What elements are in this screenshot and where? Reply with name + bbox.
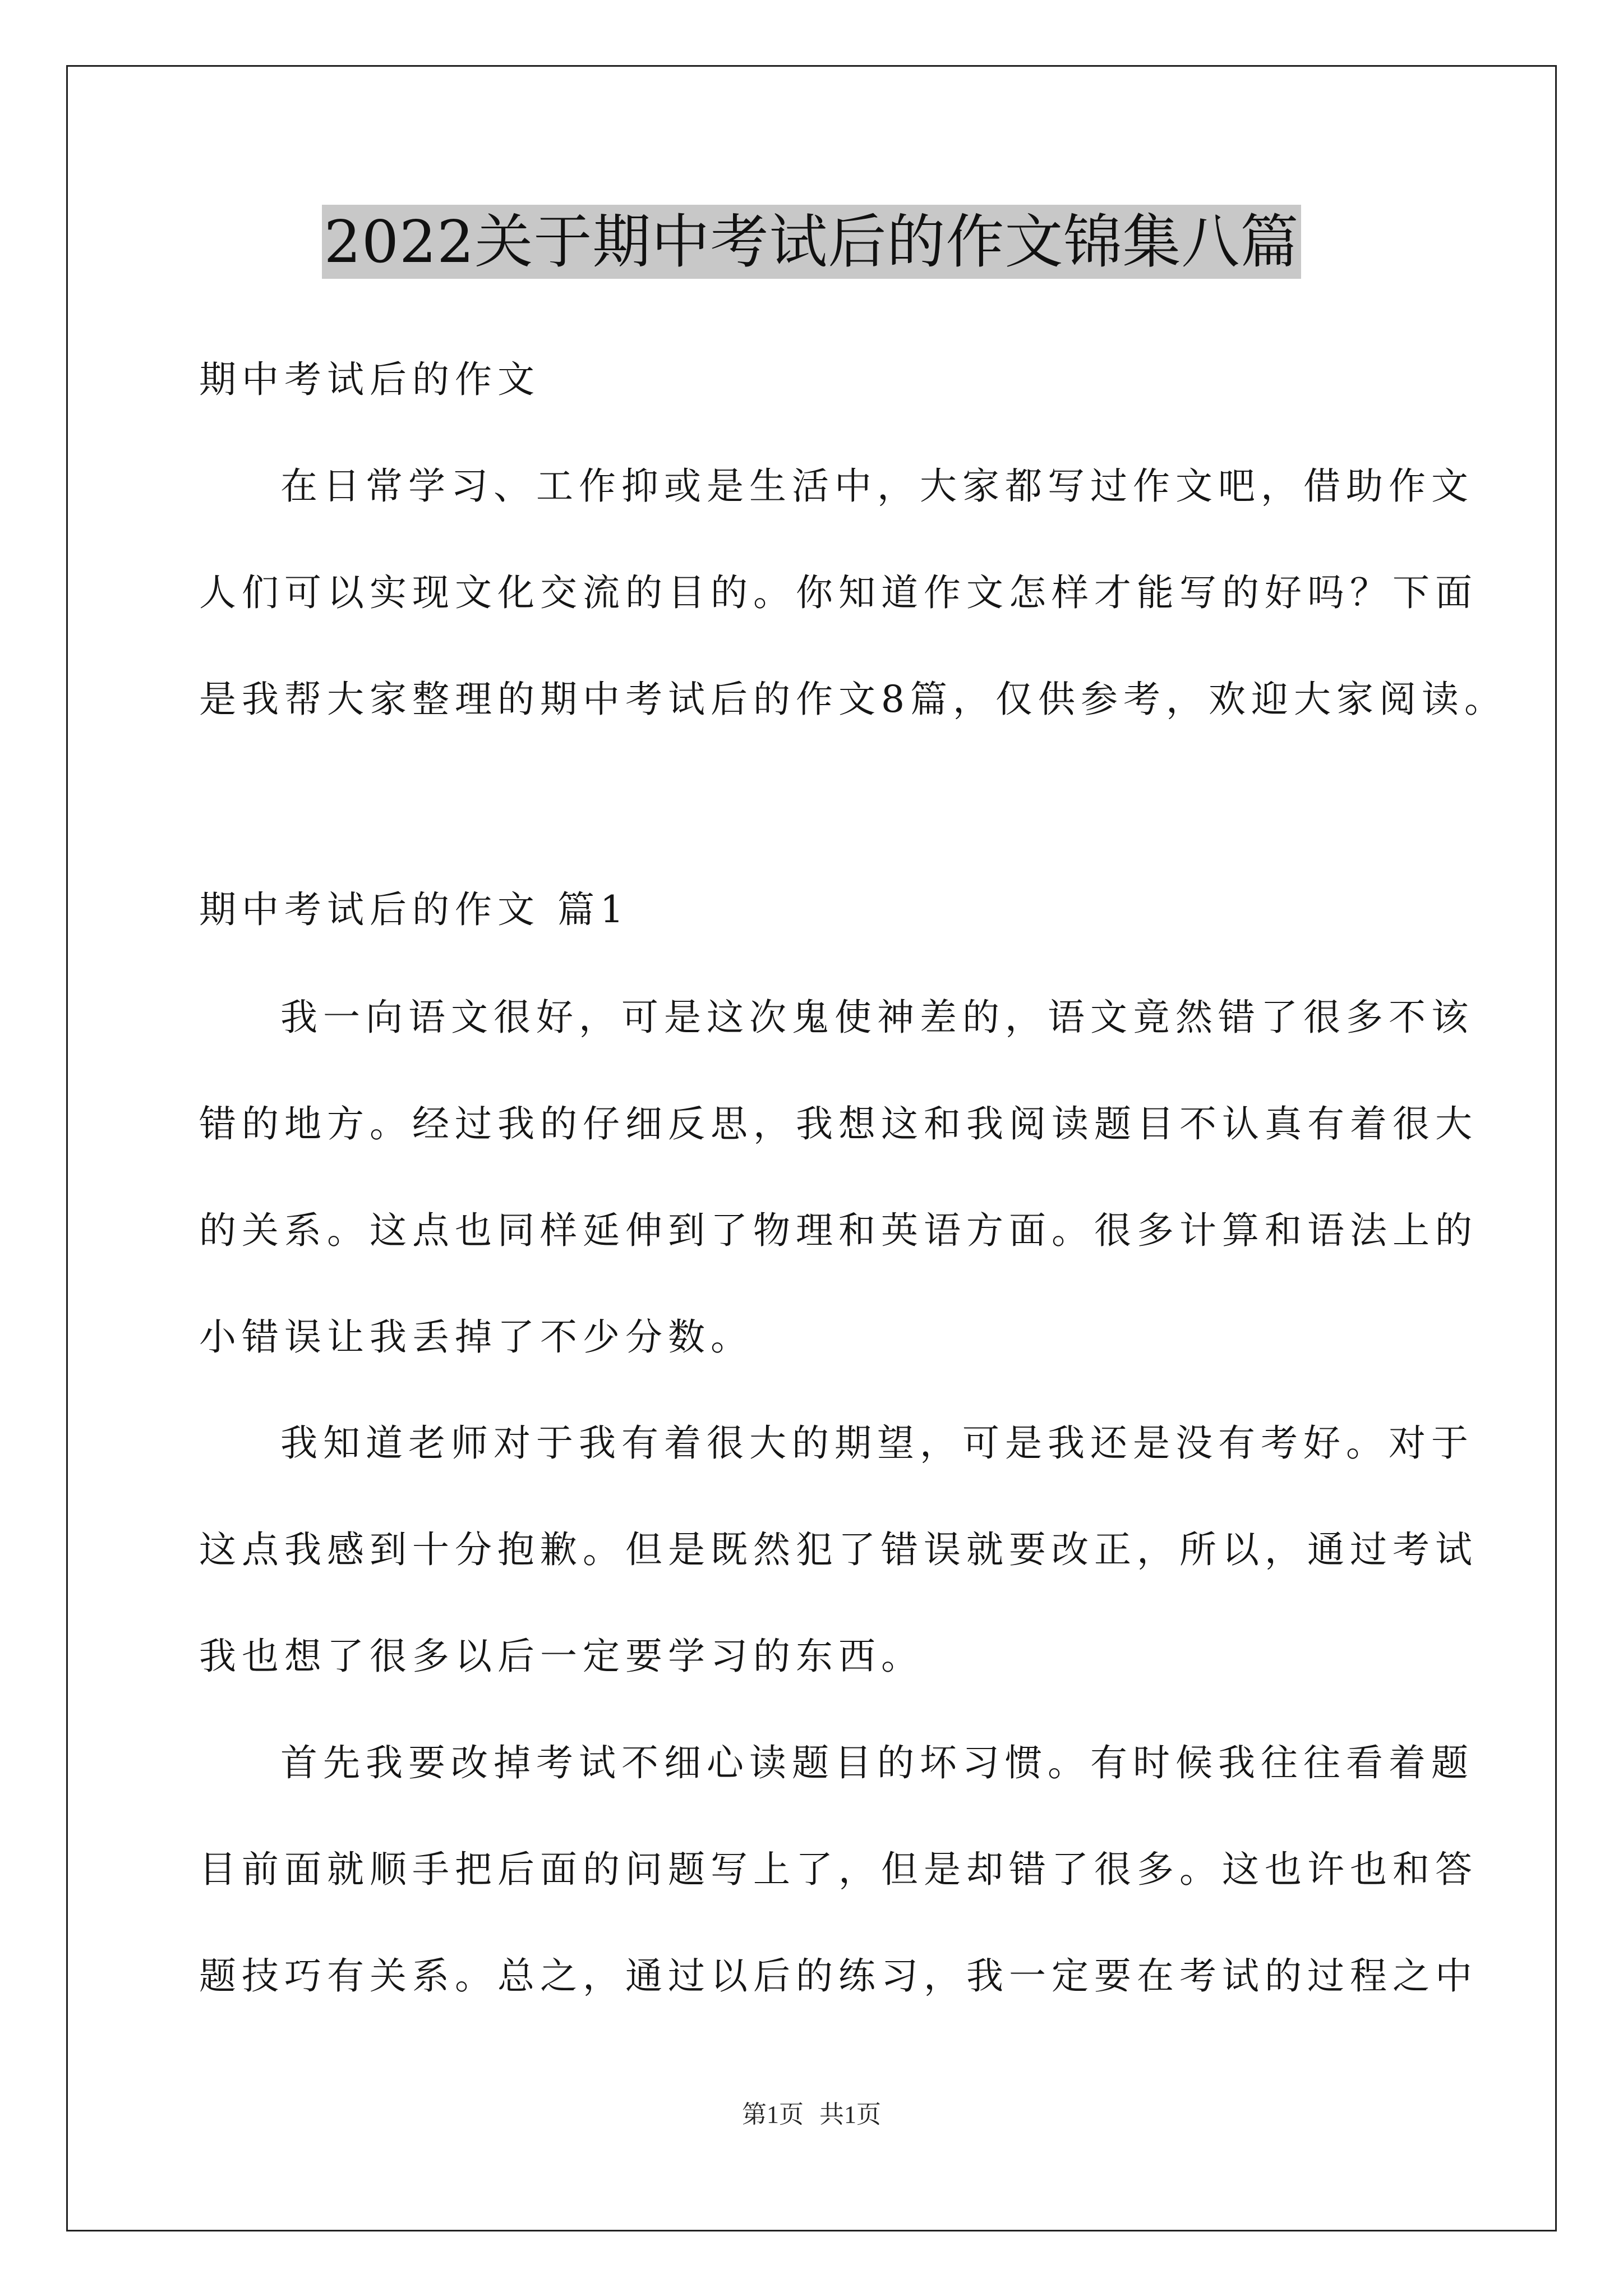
page-footer: [0, 2098, 1623, 2132]
paragraph-1-line: 小错误让我丢掉了不少分数。: [199, 1315, 753, 1359]
paragraph-3-line: 首先我要改掉考试不细心读题目的坏习惯。有时候我往往看着题: [280, 1741, 1474, 1784]
paragraph-1-line: 错的地方。经过我的仔细反思，我想这和我阅读题目不认真有着很大: [199, 1102, 1478, 1145]
title-container: [0, 205, 1623, 279]
page-number-total: 共1页: [819, 2101, 881, 2128]
intro-line: 在日常学习、工作抑或是生活中，大家都写过作文吧，借助作文: [280, 464, 1474, 508]
paragraph-2-line: 这点我感到十分抱歉。但是既然犯了错误就要改正，所以，通过考试: [199, 1528, 1478, 1571]
paragraph-1-line: 我一向语文很好，可是这次鬼使神差的，语文竟然错了很多不该: [280, 996, 1474, 1039]
section-heading-intro: 期中考试后的作文: [199, 358, 540, 401]
paragraph-1-line: 的关系。这点也同样延伸到了物理和英语方面。很多计算和语法上的: [199, 1209, 1478, 1252]
intro-line: 人们可以实现文化交流的目的。你知道作文怎样才能写的好吗？下面: [199, 571, 1478, 614]
paragraph-3-line: 题技巧有关系。总之，通过以后的练习，我一定要在考试的过程之中: [199, 1954, 1478, 1998]
document-title: 2022关于期中考试后的作文锦集八篇: [322, 205, 1302, 279]
paragraph-2-line: 我也想了很多以后一定要学习的东西。: [199, 1635, 924, 1678]
paragraph-2-line: 我知道老师对于我有着很大的期望，可是我还是没有考好。对于: [280, 1421, 1474, 1465]
section-heading-1: 期中考试后的作文 篇1: [199, 888, 629, 931]
page-number-current: 第1页: [742, 2101, 804, 2128]
paragraph-3-line: 目前面就顺手把后面的问题写上了，但是却错了很多。这也许也和答: [199, 1848, 1478, 1891]
intro-line: 是我帮大家整理的期中考试后的作文8篇，仅供参考，欢迎大家阅读。: [199, 678, 1507, 721]
